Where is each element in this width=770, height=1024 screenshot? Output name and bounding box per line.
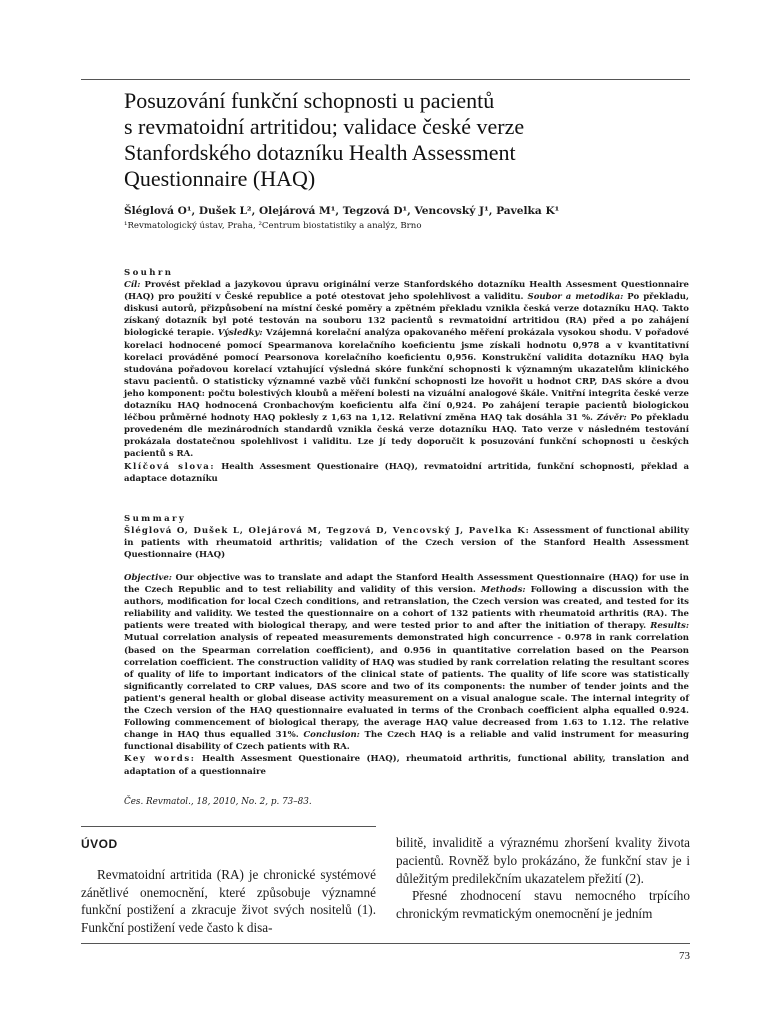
summary-abstract <box>124 572 689 778</box>
vysledky-text: Vzájemná korelační analýza opakovaného měření prokázala vysokou shodu. V pořadové korelaci hodnocené pomocí Spearmanova korelačního koeficientu jsme získali hodnotu 0,978 a v kvantitativní korelaci prováděné pomocí Pearsonova korelačního koeficientu 0,956. Konstrukční validita dotazníku HAQ byla studována pořadovou korelací vztahující výsledná skóre funkční schopnosti k významným ukazatelům klinického stavu pacientů. O statisticky významné vazbě vůči funkční schopnosti lze hovořit u hodnot CRP, DAS skóre a dvou jeho komponent: počtu bolestivých kloubů a měření bolesti na vizuální analogové škále. Vnitřní integrita české verze dotazníku HAQ hodnocená Cronbachovým koeficientu alfa činí 0,924. Po zahájení terapie pacientů biologickou léčbou průměrné hodnoty HAQ poklesly z 1,63 na 1,12. Relativní změna HAQ tak dosáhla 31 %. <box>124 328 689 424</box>
summary-authors: Šléglová O, Dušek L, Olejárová M, Tegzová D, Vencovský J, Pavelka K: <box>124 526 530 537</box>
methods-text: Following a discussion with the authors, modification for local Czech conditions, and retranslation, the Czech version was created, and tested for its reliability and validity. We tested the questionnaire on a cohort of 132 patients with rheumatoid arthritis (RA). The patients were treated with biological therapy, and were tested prior to and after the initiation of therapy. <box>124 585 689 632</box>
conclusion-label: Conclusion: <box>303 730 360 741</box>
title-line-2: s revmatoidní artritidou; validace české verze <box>124 114 525 139</box>
soubor-label: Soubor a metodika: <box>527 292 624 303</box>
cil-label: Cíl: <box>124 280 141 291</box>
summary-label: Summary <box>124 514 187 524</box>
key-words-label: Key words: <box>124 754 196 765</box>
citation: Čes. Revmatol., 18, 2010, No. 2, p. 73–83. <box>124 797 312 807</box>
summary-header <box>124 513 689 561</box>
section-heading-uvod: ÚVOD <box>81 837 118 851</box>
zaver-label: Závěr: <box>596 413 627 424</box>
footer-rule <box>81 943 690 944</box>
key-words-text: Health Assesment Questionaire (HAQ), rheumatoid arthritis, functional ability, translation and adaptation of a questionnaire <box>124 754 689 777</box>
body-paragraph-1: Revmatoidní artritida (RA) je chronické systémové zánětlivé onemocnění, které způsobuje významné funkční postižení a zkracuje život svých nositelů (1). Funkční postižení vede často k disa- <box>81 866 376 936</box>
results-label: Results: <box>650 621 689 632</box>
conclusion-text: The Czech HAQ is a reliable and valid instrument for measuring functional disability of Czech patients with RA. <box>124 730 689 753</box>
article-title <box>124 88 684 192</box>
top-rule <box>81 79 690 80</box>
objective-label: Objective: <box>124 573 172 583</box>
body-paragraph-3: Přesné zhodnocení stavu nemocného trpícího chronickým revmatickým onemocnění je jedním <box>396 888 690 922</box>
souhrn-label: Souhrn <box>124 268 174 278</box>
body-column-right <box>396 834 690 923</box>
zaver-text: Po překladu provedeném dle mezinárodních standardů vznikla česká verze dotazníku HAQ. Tato verze v následném testování prokázala dostatečnou spolehlivost i validitu. Lze jí tedy doporučit k posuzování funkční schopnosti u českých pacientů s RA. <box>124 413 689 460</box>
klicova-slova-label: Klíčová slova: <box>124 461 216 472</box>
cil-text: Provést překlad a jazykovou úpravu originální verze Stanfordského dotazníku Health Assesment Questionnaire (HAQ) pro použití v České republice a poté otestovat jeho spolehlivost a validitu. <box>124 280 689 303</box>
klicova-slova-text: Health Assesment Questionaire (HAQ), revmatoidní artritida, funkční schopnosti, překlad a adaptace dotazníku <box>124 461 689 484</box>
page-number: 73 <box>679 950 690 962</box>
vysledky-label: Výsledky: <box>217 328 263 339</box>
objective-text: Our objective was to translate and adapt the Stanford Health Assessment Questionnaire (HAQ) for use in the Czech Republic and to test reliability and validity of this version. <box>124 573 689 596</box>
affiliations: ¹Revmatologický ústav, Praha, ²Centrum biostatistiky a analýz, Brno <box>124 221 422 231</box>
summary-title: Assessment of functional ability in patients with rheumatoid arthritis; validation of the Czech version of the Stanford Health Assessment Questionnaire (HAQ) <box>124 526 689 561</box>
title-line-4: Questionnaire (HAQ) <box>124 166 316 191</box>
title-line-1: Posuzování funkční schopnosti u pacientů <box>124 88 495 113</box>
results-text: Mutual correlation analysis of repeated measurements demonstrated high concurrence - 0.978 in rank correlation (based on the Spearman correlation coefficient), and 0.956 in quantitative correlation based on the Pearson correlation coefficient. The construction validity of HAQ was studied by rank correlation relating the resultant scores of quality of life to important indicators of the clinical state of patients. The quality of life score was statistically significantly correlated to CRP values, DAS score and two of its components: the number of tender joints and the patient's general health or global disease activity measurement on a visual analogue scale. The internal integrity of the Czech version of the HAQ questionnaire evaluated in terms of the Cronbach coefficient alpha equalled 0.924. Following commencement of biological therapy, the average HAQ value decreased from 1.63 to 1.12. The relative change in HAQ thus equalled 31%. <box>124 633 689 741</box>
souhrn-abstract <box>124 267 689 485</box>
authors: Šléglová O¹, Dušek L², Olejárová M¹, Tegzová D¹, Vencovský J¹, Pavelka K¹ <box>124 205 560 217</box>
title-line-3: Stanfordského dotazníku Health Assessment <box>124 140 516 165</box>
section-rule-left <box>81 826 376 827</box>
soubor-text: Po překladu, diskusi autorů, přizpůsobení na místní české poměry a zpětném překladu vznikla česká verze dotazníku HAQ. Takto získaný dotazník byl poté testován na souboru 132 pacientů s revmatoidní artritidou (RA) před a po zahájení biologické terapie. <box>124 292 689 339</box>
body-paragraph-2: bilitě, invaliditě a výraznému zhoršení kvality života pacientů. Rovněž bylo prokázáno, že funkční stav je i důležitým predilekčním ukazatelem přežití (2). <box>396 835 690 886</box>
body-column-left <box>81 834 376 937</box>
methods-label: Methods: <box>480 585 526 596</box>
